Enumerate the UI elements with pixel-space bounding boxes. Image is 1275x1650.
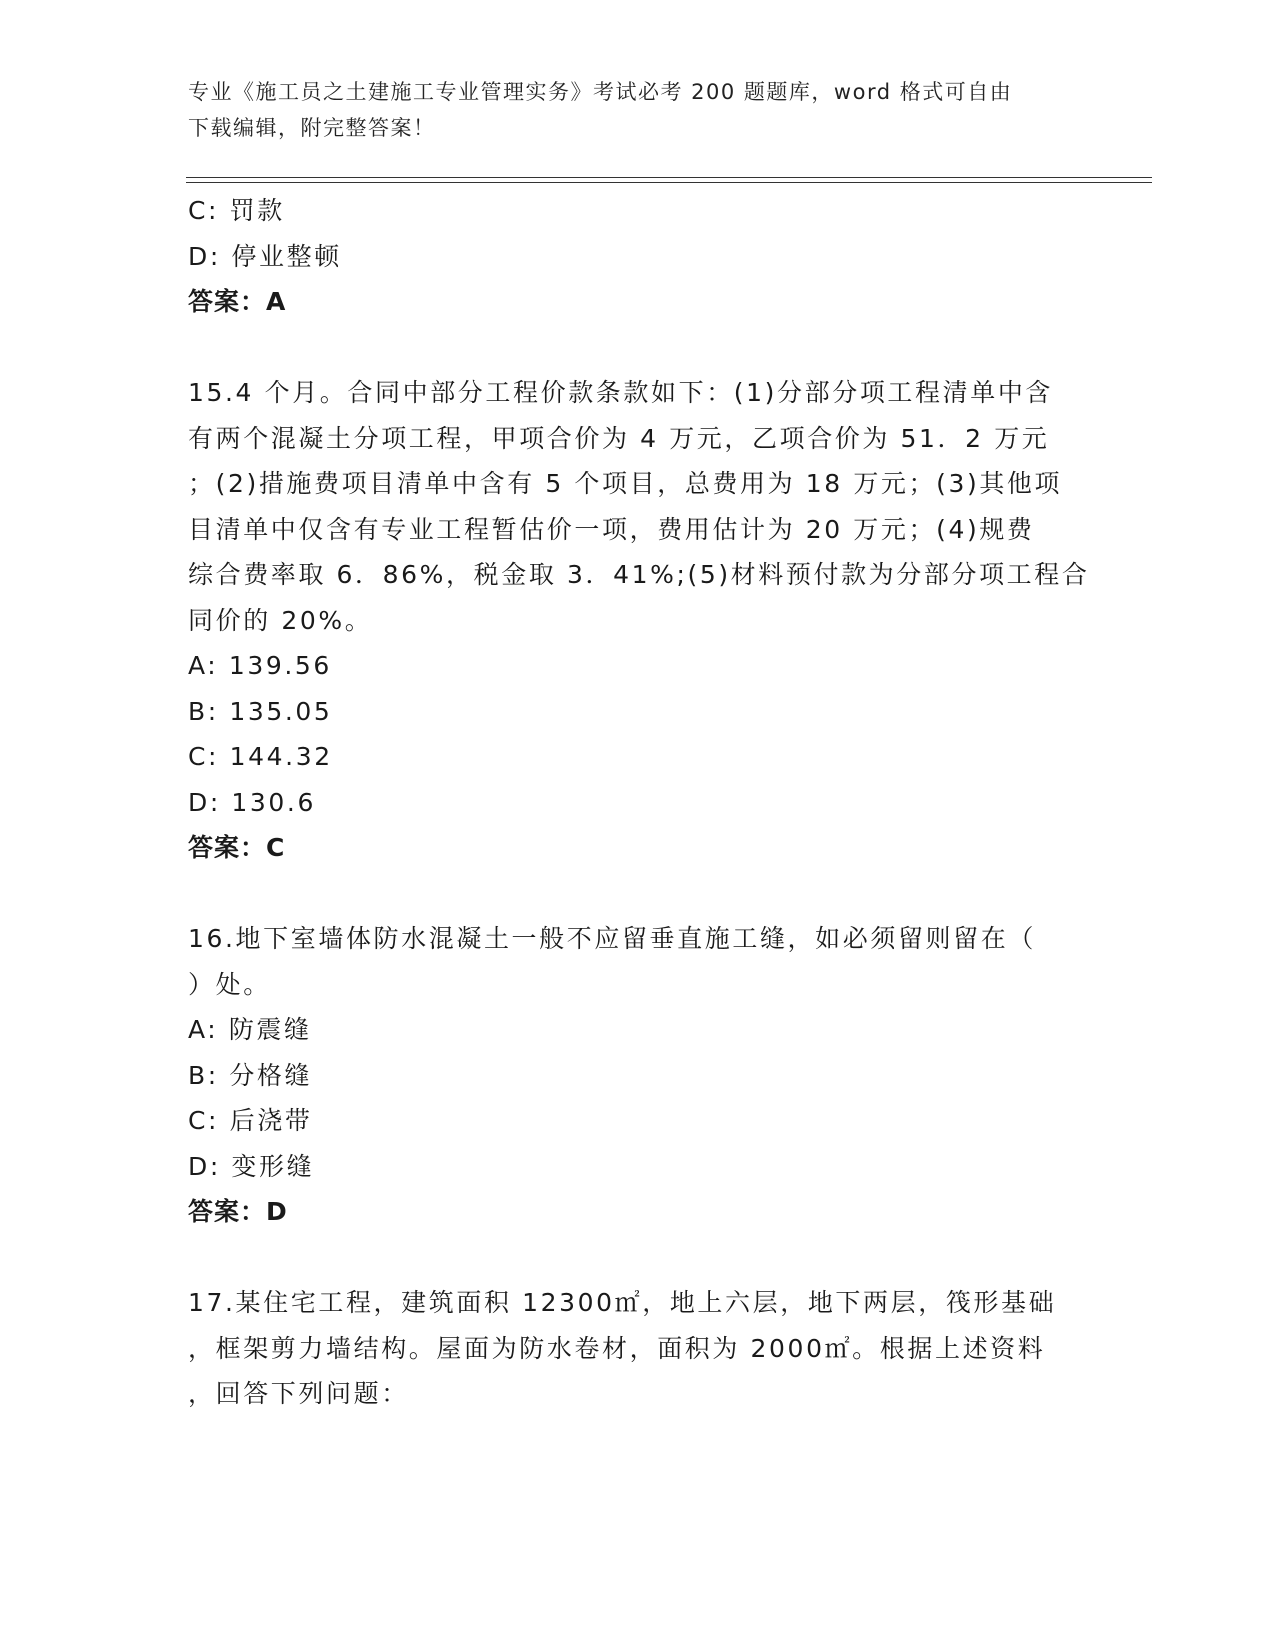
question-text-line: 有两个混凝土分项工程，甲项合价为 4 万元，乙项合价为 51．2 万元 [188, 423, 1050, 453]
question-spacer [188, 1235, 1088, 1281]
question-spacer [188, 325, 1088, 371]
header-title-line-1: 专业《施工员之土建施工专业管理实务》考试必考 200 题题库，word 格式可自由 [188, 80, 1013, 104]
question-text-line: ，框架剪力墙结构。屋面为防水卷材，面积为 2000㎡。根据上述资料 [188, 1333, 1046, 1363]
question-spacer [188, 871, 1088, 917]
question-17 [188, 1280, 1088, 1417]
page-header [188, 74, 1088, 146]
question-text-line: 目清单中仅含有专业工程暂估价一项，费用估计为 20 万元；(4)规费 [188, 514, 1035, 544]
option-b: B: 135.05 [188, 696, 333, 726]
option-d: D: 130.6 [188, 787, 316, 817]
question-text-line: 17.某住宅工程，建筑面积 12300㎡，地上六层，地下两层，筏形基础 [188, 1288, 1057, 1317]
option-b: B: 分格缝 [188, 1060, 313, 1090]
header-divider [186, 177, 1152, 183]
option-d: D: 停业整顿 [188, 241, 342, 271]
question-15 [188, 370, 1088, 871]
option-a: A: 139.56 [188, 651, 332, 680]
answer-line: 答案：D [188, 1197, 288, 1226]
option-c: C: 罚款 [188, 196, 285, 225]
header-title-line-2: 下载编辑，附完整答案！ [188, 116, 436, 140]
option-c: C: 后浇带 [188, 1106, 313, 1135]
question-text-line: ；(2)措施费项目清单中含有 5 个项目，总费用为 18 万元；(3)其他项 [188, 469, 1063, 498]
answer-line: 答案：A [188, 287, 287, 316]
question-text-line: 同价的 20%。 [188, 605, 373, 635]
question-text-line: 综合费率取 6．86%，税金取 3．41%;(5)材料预付款为分部分项工程合 [188, 560, 1090, 589]
question-16 [188, 916, 1088, 1235]
question-14 [188, 188, 1088, 325]
question-list [188, 188, 1088, 1417]
question-text-line: 16.地下室墙体防水混凝土一般不应留垂直施工缝，如必须留则留在（ [188, 924, 1036, 953]
question-text-line: ）处。 [188, 969, 271, 999]
question-text-line: ，回答下列问题： [188, 1379, 409, 1408]
option-d: D: 变形缝 [188, 1151, 315, 1181]
option-a: A: 防震缝 [188, 1015, 312, 1044]
option-c: C: 144.32 [188, 742, 333, 771]
question-text-line: 15.4 个月。合同中部分工程价款条款如下：(1)分部分项工程清单中含 [188, 378, 1054, 407]
answer-line: 答案：C [188, 833, 286, 862]
